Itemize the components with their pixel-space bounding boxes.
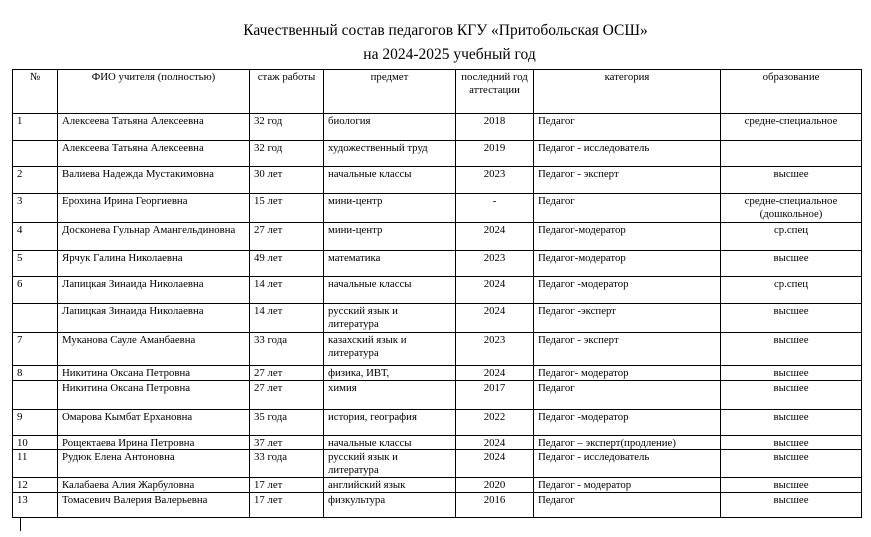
cell-education: высшее bbox=[721, 366, 862, 381]
cell-num: 12 bbox=[13, 478, 58, 493]
cell-category: Педагог -эксперт bbox=[534, 304, 721, 333]
header-subject: предмет bbox=[324, 70, 456, 114]
cell-fio: Никитина Оксана Петровна bbox=[58, 380, 250, 409]
document-subtitle: на 2024-2025 учебный год bbox=[363, 46, 536, 63]
header-attestation: последний год аттестации bbox=[456, 70, 534, 114]
table-row bbox=[13, 251, 862, 277]
cell-num: 8 bbox=[13, 366, 58, 381]
cell-attestation: 2020 bbox=[456, 478, 534, 493]
cell-subject: физкультура bbox=[324, 492, 456, 517]
cell-num: 13 bbox=[13, 492, 58, 517]
cell-education: средне-специальное (дошкольное) bbox=[721, 194, 862, 223]
cell-subject: русский язык и литература bbox=[324, 304, 456, 333]
cell-attestation: 2024 bbox=[456, 277, 534, 304]
cell-category: Педагог - исследователь bbox=[534, 450, 721, 478]
cell-category: Педагог - эксперт bbox=[534, 333, 721, 366]
cell-num: 11 bbox=[13, 450, 58, 478]
cell-attestation: 2024 bbox=[456, 450, 534, 478]
cell-experience: 14 лет bbox=[250, 304, 324, 333]
cell-num: 9 bbox=[13, 409, 58, 435]
cell-experience: 17 лет bbox=[250, 492, 324, 517]
cell-category: Педагог bbox=[534, 380, 721, 409]
document-title: Качественный состав педагогов КГУ «Притобольская ОСШ» bbox=[243, 22, 648, 39]
header-fio: ФИО учителя (полностью) bbox=[58, 70, 250, 114]
cell-experience: 14 лет bbox=[250, 277, 324, 304]
table-header-row bbox=[13, 70, 862, 114]
cell-attestation: 2024 bbox=[456, 304, 534, 333]
cell-experience: 33 года bbox=[250, 450, 324, 478]
cell-subject: казахский язык и литература bbox=[324, 333, 456, 366]
cell-education: высшее bbox=[721, 304, 862, 333]
cell-attestation: 2019 bbox=[456, 141, 534, 167]
cell-subject: физика, ИВТ, bbox=[324, 366, 456, 381]
cell-fio: Омарова Кымбат Ерхановна bbox=[58, 409, 250, 435]
cell-category: Педагог-модератор bbox=[534, 223, 721, 251]
cell-experience: 33 года bbox=[250, 333, 324, 366]
cell-experience: 27 лет bbox=[250, 380, 324, 409]
header-education: образование bbox=[721, 70, 862, 114]
cell-fio: Ярчук Галина Николаевна bbox=[58, 251, 250, 277]
cell-subject: русский язык и литература bbox=[324, 450, 456, 478]
cell-category: Педагог bbox=[534, 114, 721, 141]
cell-fio: Валиева Надежда Мустакимовна bbox=[58, 167, 250, 194]
cell-category: Педагог- модератор bbox=[534, 366, 721, 381]
cell-num bbox=[13, 380, 58, 409]
table-row bbox=[13, 223, 862, 251]
cell-fio: Ерохина Ирина Георгиевна bbox=[58, 194, 250, 223]
cell-education: высшее bbox=[721, 492, 862, 517]
header-experience: стаж работы bbox=[250, 70, 324, 114]
cell-subject: биология bbox=[324, 114, 456, 141]
cell-experience: 32 год bbox=[250, 141, 324, 167]
cell-num: 3 bbox=[13, 194, 58, 223]
cell-category: Педагог-модератор bbox=[534, 251, 721, 277]
cell-subject: химия bbox=[324, 380, 456, 409]
cell-subject: мини-центр bbox=[324, 194, 456, 223]
cell-category: Педагог -модератор bbox=[534, 409, 721, 435]
cell-fio: Алексеева Татьяна Алексеевна bbox=[58, 141, 250, 167]
cell-fio: Никитина Оксана Петровна bbox=[58, 366, 250, 381]
table-row bbox=[13, 304, 862, 333]
cell-education: высшее bbox=[721, 167, 862, 194]
cell-attestation: 2018 bbox=[456, 114, 534, 141]
cell-attestation: 2017 bbox=[456, 380, 534, 409]
cell-subject: художественный труд bbox=[324, 141, 456, 167]
cell-education: средне-специальное bbox=[721, 114, 862, 141]
table-row bbox=[13, 333, 862, 366]
cell-education: ср.спец bbox=[721, 223, 862, 251]
cell-fio: Рощектаева Ирина Петровна bbox=[58, 435, 250, 450]
cell-num: 10 bbox=[13, 435, 58, 450]
cell-attestation: 2024 bbox=[456, 366, 534, 381]
table-row bbox=[13, 167, 862, 194]
cell-category: Педагог bbox=[534, 492, 721, 517]
cell-education: высшее bbox=[721, 435, 862, 450]
cell-education: высшее bbox=[721, 380, 862, 409]
cell-education: высшее bbox=[721, 333, 862, 366]
cell-category: Педагог – эксперт(продление) bbox=[534, 435, 721, 450]
cell-education: высшее bbox=[721, 409, 862, 435]
cell-subject: начальные классы bbox=[324, 435, 456, 450]
table-row bbox=[13, 492, 862, 517]
cell-education: высшее bbox=[721, 478, 862, 493]
cell-attestation: 2023 bbox=[456, 333, 534, 366]
cell-fio: Досконева Гульнар Амангельдиновна bbox=[58, 223, 250, 251]
cell-subject: история, география bbox=[324, 409, 456, 435]
cell-num: 4 bbox=[13, 223, 58, 251]
cell-education: ср.спец bbox=[721, 277, 862, 304]
table-row bbox=[13, 450, 862, 478]
cell-subject: начальные классы bbox=[324, 277, 456, 304]
cell-attestation: 2023 bbox=[456, 167, 534, 194]
cell-category: Педагог bbox=[534, 194, 721, 223]
cell-subject: начальные классы bbox=[324, 167, 456, 194]
cell-fio: Лапицкая Зинаида Николаевна bbox=[58, 304, 250, 333]
table-row bbox=[13, 409, 862, 435]
teachers-table bbox=[12, 69, 862, 518]
cell-experience: 30 лет bbox=[250, 167, 324, 194]
cell-num: 5 bbox=[13, 251, 58, 277]
cell-num bbox=[13, 141, 58, 167]
cell-experience: 49 лет bbox=[250, 251, 324, 277]
text-cursor bbox=[20, 517, 21, 531]
cell-experience: 17 лет bbox=[250, 478, 324, 493]
cell-fio: Калабаева Алия Жарбуловна bbox=[58, 478, 250, 493]
cell-attestation: - bbox=[456, 194, 534, 223]
cell-fio: Рудюк Елена Антоновна bbox=[58, 450, 250, 478]
cell-education: высшее bbox=[721, 450, 862, 478]
cell-subject: английский язык bbox=[324, 478, 456, 493]
table-row bbox=[13, 277, 862, 304]
cell-category: Педагог - эксперт bbox=[534, 167, 721, 194]
cell-category: Педагог - модератор bbox=[534, 478, 721, 493]
table-row bbox=[13, 194, 862, 223]
cell-education: высшее bbox=[721, 251, 862, 277]
table-row bbox=[13, 366, 862, 381]
cell-attestation: 2024 bbox=[456, 223, 534, 251]
table-row bbox=[13, 114, 862, 141]
cell-education bbox=[721, 141, 862, 167]
cell-experience: 32 год bbox=[250, 114, 324, 141]
cell-category: Педагог -модератор bbox=[534, 277, 721, 304]
cell-attestation: 2023 bbox=[456, 251, 534, 277]
cell-attestation: 2022 bbox=[456, 409, 534, 435]
cell-experience: 15 лет bbox=[250, 194, 324, 223]
cell-attestation: 2024 bbox=[456, 435, 534, 450]
table-row bbox=[13, 478, 862, 493]
cell-subject: мини-центр bbox=[324, 223, 456, 251]
cell-fio: Лапицкая Зинаида Николаевна bbox=[58, 277, 250, 304]
cell-num: 6 bbox=[13, 277, 58, 304]
cell-num: 7 bbox=[13, 333, 58, 366]
header-category: категория bbox=[534, 70, 721, 114]
cell-num: 1 bbox=[13, 114, 58, 141]
cell-experience: 27 лет bbox=[250, 223, 324, 251]
cell-fio: Алексеева Татьяна Алексеевна bbox=[58, 114, 250, 141]
cell-experience: 35 года bbox=[250, 409, 324, 435]
cell-num bbox=[13, 304, 58, 333]
cell-attestation: 2016 bbox=[456, 492, 534, 517]
table-row bbox=[13, 141, 862, 167]
table-row bbox=[13, 435, 862, 450]
cell-experience: 37 лет bbox=[250, 435, 324, 450]
table-row bbox=[13, 380, 862, 409]
cell-category: Педагог - исследователь bbox=[534, 141, 721, 167]
cell-num: 2 bbox=[13, 167, 58, 194]
cell-fio: Томасевич Валерия Валерьевна bbox=[58, 492, 250, 517]
cell-experience: 27 лет bbox=[250, 366, 324, 381]
cell-subject: математика bbox=[324, 251, 456, 277]
cell-fio: Муканова Сауле Аманбаевна bbox=[58, 333, 250, 366]
header-num: № bbox=[13, 70, 58, 114]
